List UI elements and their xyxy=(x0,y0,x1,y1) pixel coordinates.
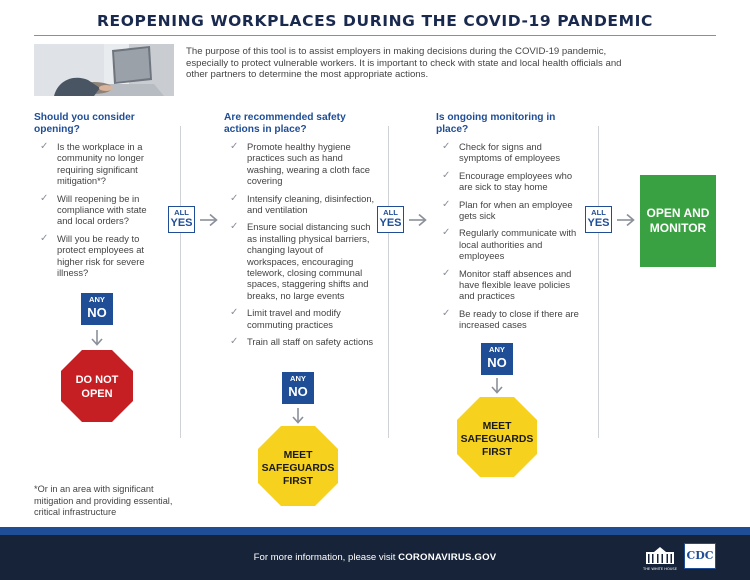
list-item: ✓ Will you be ready to protect employees at higher risk for severe illness? xyxy=(40,232,145,279)
checklist-monitoring xyxy=(442,141,582,337)
white-house-logo xyxy=(640,542,680,572)
list-item: ✓ Monitor staff absences and have flexible leave policies and practices xyxy=(442,267,572,302)
check-icon: ✓ xyxy=(40,141,49,152)
check-icon: ✓ xyxy=(230,307,239,319)
check-icon: ✓ xyxy=(442,198,451,210)
question-heading-monitoring: Is ongoing monitoring in place? xyxy=(436,112,556,136)
list-item: ✓ Limit travel and modify commuting practices xyxy=(230,307,341,330)
list-item: ✓ Intensify cleaning, disinfection, and ventilation xyxy=(230,192,375,216)
coronavirus-gov-link[interactable]: CORONAVIRUS.GOV xyxy=(398,552,497,563)
arrow-down-icon xyxy=(490,378,504,394)
list-item: ✓ Ensure social distancing such as installing physical barriers, changing layout of workspaces, encouraging telework, closing communal spaces, staggering shifts and breaks, no large events xyxy=(230,221,371,301)
arrow-right-icon xyxy=(617,213,635,227)
list-item: ✓ Regularly communicate with local authorities and employees xyxy=(442,227,577,262)
check-icon: ✓ xyxy=(230,336,239,348)
footnote: *Or in an area with significant mitigation and providing essential, critical infrastructure xyxy=(34,484,173,518)
column-divider xyxy=(598,126,599,438)
question-heading-opening: Should you consider opening? xyxy=(34,112,135,136)
any-no-badge: ANY NO xyxy=(282,372,314,404)
check-icon: ✓ xyxy=(40,232,49,244)
open-and-monitor-box: OPEN AND MONITOR xyxy=(640,175,716,267)
all-yes-badge: ALL YES xyxy=(585,206,612,233)
check-icon: ✓ xyxy=(442,267,451,279)
meet-safeguards-sign: MEET SAFEGUARDS FIRST xyxy=(456,396,538,478)
check-icon: ✓ xyxy=(442,307,451,319)
footer-info: For more information, please visit CORONAVIRUS.GOV xyxy=(253,552,497,563)
any-no-badge: ANY NO xyxy=(81,293,113,325)
check-icon: ✓ xyxy=(442,227,451,239)
list-item: ✓ Is the workplace in a community no longer requiring significant mitigation*? xyxy=(40,141,145,187)
cdc-logo: CDC xyxy=(684,543,716,569)
all-yes-badge: ALL YES xyxy=(168,206,195,233)
list-item: ✓ Encourage employees who are sick to stay home xyxy=(442,169,573,193)
footer-stripe xyxy=(0,527,750,535)
checklist-safety xyxy=(230,141,376,354)
do-not-open-stop-sign: DO NOT OPEN xyxy=(60,349,134,423)
check-icon: ✓ xyxy=(442,169,451,181)
list-item: ✓ Promote healthy hygiene practices such as hand washing, wearing a cloth face covering xyxy=(230,141,370,187)
column-divider xyxy=(180,126,181,438)
checklist-opening xyxy=(40,141,162,284)
page-title: REOPENING WORKPLACES DURING THE COVID-19 PANDEMIC xyxy=(96,12,653,30)
title-divider xyxy=(34,35,716,36)
arrow-down-icon xyxy=(291,408,305,424)
svg-text:THE WHITE HOUSE: THE WHITE HOUSE xyxy=(643,567,677,571)
list-item: ✓ Will reopening be in compliance with state and local orders? xyxy=(40,192,147,227)
meet-safeguards-sign: MEET SAFEGUARDS FIRST xyxy=(257,425,339,507)
footer xyxy=(0,535,750,580)
check-icon: ✓ xyxy=(230,141,239,152)
check-icon: ✓ xyxy=(442,141,451,152)
office-worker-photo xyxy=(34,44,174,96)
check-icon: ✓ xyxy=(40,192,49,204)
arrow-right-icon xyxy=(200,213,218,227)
list-item: ✓ Check for signs and symptoms of employees xyxy=(442,141,561,164)
list-item: ✓ Train all staff on safety actions xyxy=(230,336,374,348)
list-item: ✓ Be ready to close if there are increased cases xyxy=(442,307,579,331)
question-heading-safety: Are recommended safety actions in place? xyxy=(224,112,346,136)
list-item: ✓ Plan for when an employee gets sick xyxy=(442,198,573,222)
intro-paragraph: The purpose of this tool is to assist employers in making decisions during the COVID-19 pandemic, especially to protect vulnerable workers. It is important to check with state and local health officials and other partners to determine the most appropriate actions. xyxy=(186,46,622,81)
arrow-down-icon xyxy=(90,330,104,346)
column-divider xyxy=(388,126,389,438)
check-icon: ✓ xyxy=(230,221,239,233)
all-yes-badge: ALL YES xyxy=(377,206,404,233)
any-no-badge: ANY NO xyxy=(481,343,513,375)
arrow-right-icon xyxy=(409,213,427,227)
check-icon: ✓ xyxy=(230,192,239,204)
